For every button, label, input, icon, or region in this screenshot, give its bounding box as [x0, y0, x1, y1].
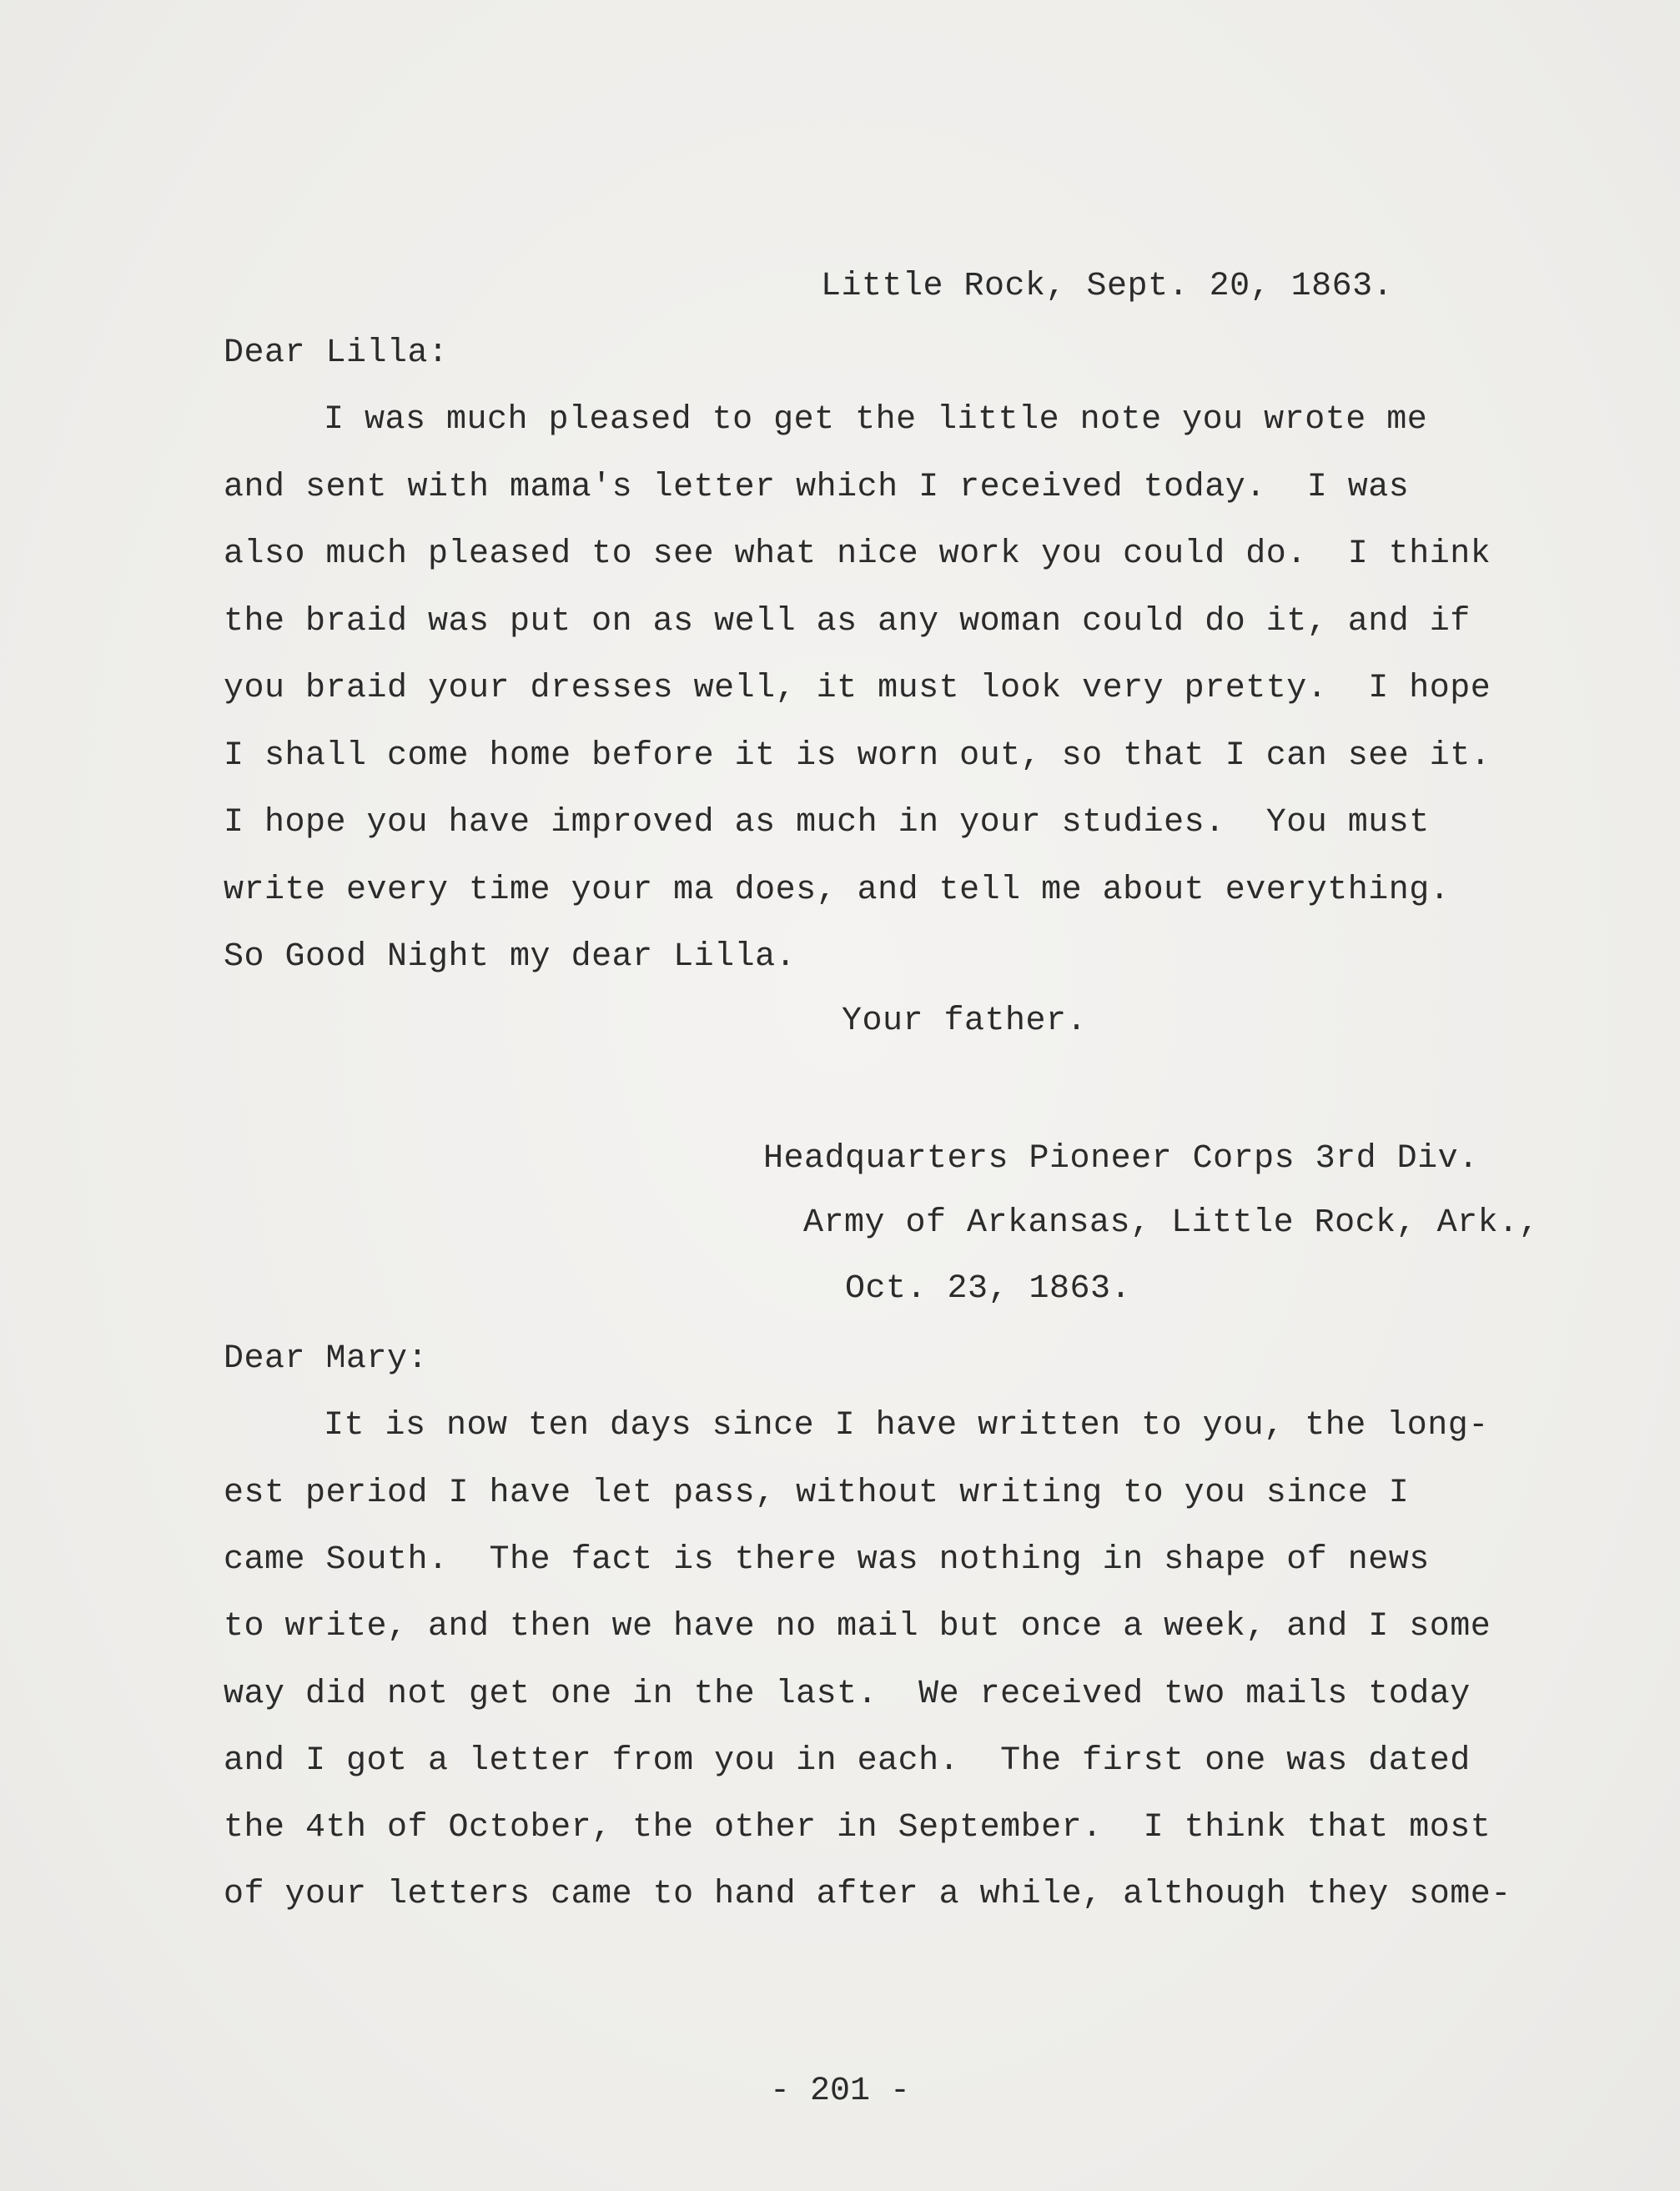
- letter1-line-2: and sent with mama's letter which I received today. I was: [224, 469, 1410, 506]
- letter2-line-3: came South. The fact is there was nothing in shape of news: [224, 1541, 1430, 1579]
- letter1-line-3: also much pleased to see what nice work you could do. I think: [224, 535, 1491, 573]
- letter1-line-1: I was much pleased to get the little note you wrote me: [324, 401, 1428, 439]
- page-number: - 201 -: [769, 2073, 911, 2110]
- letter2-line-8: of your letters came to hand after a while, although they some-: [224, 1876, 1511, 1913]
- letter2-line-6: and I got a letter from you in each. The first one was dated: [224, 1742, 1471, 1780]
- letter1-line-8: write every time your ma does, and tell me about everything.: [224, 872, 1451, 909]
- letter1-dateline: Little Rock, Sept. 20, 1863.: [821, 268, 1394, 305]
- letter1-line-6: I shall come home before it is worn out, so that I can see it.: [224, 737, 1491, 775]
- letter2-heading-line-3: Oct. 23, 1863.: [845, 1270, 1132, 1308]
- letter1-line-7: I hope you have improved as much in your studies. You must: [224, 804, 1430, 842]
- letter2-line-4: to write, and then we have no mail but once a week, and I some: [224, 1608, 1491, 1646]
- letter2-heading-line-2: Army of Arkansas, Little Rock, Ark.,: [803, 1204, 1540, 1242]
- letter2-salutation: Dear Mary:: [224, 1340, 429, 1378]
- letter2-line-1: It is now ten days since I have written to you, the long-: [324, 1407, 1489, 1445]
- letter1-closing: Your father.: [842, 1003, 1088, 1040]
- letter1-line-5: you braid your dresses well, it must look very pretty. I hope: [224, 670, 1491, 707]
- letter2-line-2: est period I have let pass, without writing to you since I: [224, 1475, 1410, 1512]
- letter1-line-9: So Good Night my dear Lilla.: [224, 938, 797, 976]
- letter1-line-4: the braid was put on as well as any woman could do it, and if: [224, 603, 1471, 641]
- letter2-heading-line-1: Headquarters Pioneer Corps 3rd Div.: [763, 1140, 1479, 1178]
- letter2-line-7: the 4th of October, the other in September. I think that most: [224, 1809, 1491, 1847]
- letter1-salutation: Dear Lilla:: [224, 334, 449, 372]
- letter2-line-5: way did not get one in the last. We received two mails today: [224, 1676, 1471, 1713]
